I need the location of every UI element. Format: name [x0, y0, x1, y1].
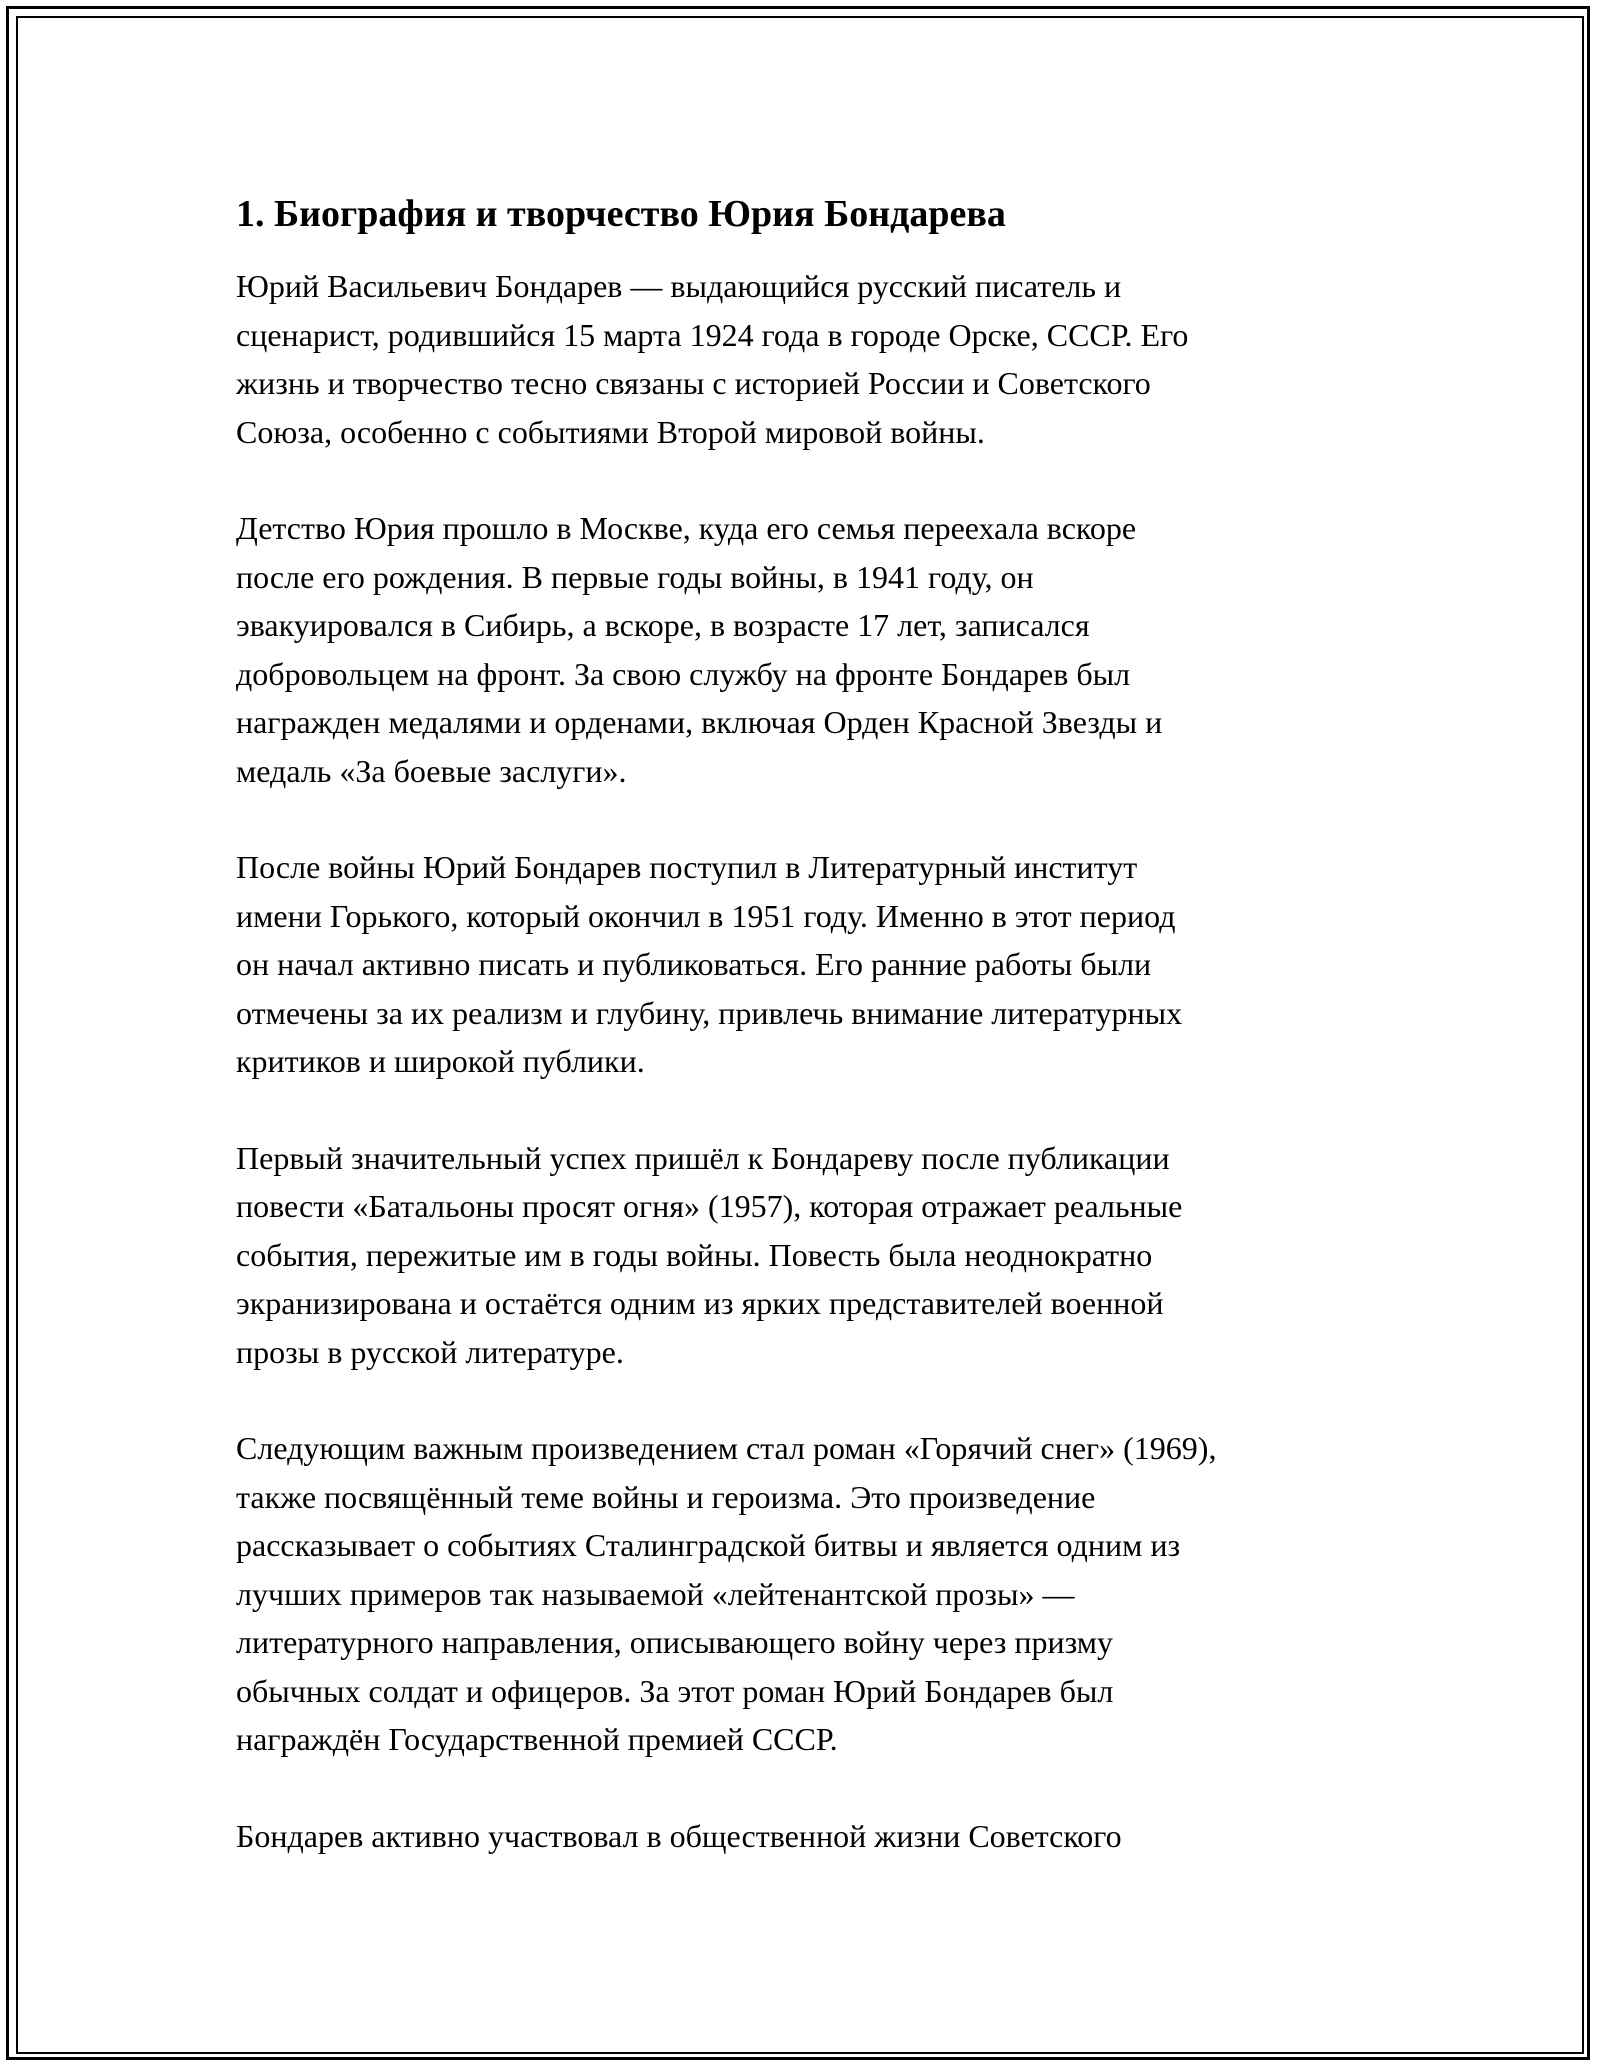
paragraph-1: Юрий Васильевич Бондарев — выдающийся русский писатель и сценарист, родившийся 15 марта 1924 года в городе Орске, СССР. Его жизнь и творчество тесно связаны с историей России и Советского Союза, особенно с событиями Второй мировой войны. — [236, 268, 1189, 450]
section-title: 1. Биография и творчество Юрия Бондарева — [236, 193, 1006, 235]
paragraph-4: Первый значительный успех пришёл к Бондареву после публикации повести «Батальоны просят огня» (1957), которая отражает реальные события, пережитые им в годы войны. Повесть была неоднократно экранизирована и остаётся одним из ярких представителей военной прозы в русской литературе. — [236, 1139, 1183, 1370]
paragraph-6: Бондарев активно участвовал в общественной жизни Советского — [236, 1817, 1122, 1854]
paragraph-2: Детство Юрия прошло в Москве, куда его семья переехала вскоре после его рождения. В первые годы войны, в 1941 году, он эвакуировался в Сибирь, а вскоре, в возрасте 17 лет, записался добровольцем на фронт. За свою службу на фронте Бондарев был награжден медалями и орденами, включая Орден Красной Звезды и медаль «За боевые заслуги». — [236, 510, 1163, 789]
document-body — [236, 188, 1376, 1908]
paragraph-5: Следующим важным произведением стал роман «Горячий снег» (1969), также посвящённый теме войны и героизма. Это произведение рассказывает о событиях Сталинградской битвы и является одним из лучших примеров так называемой «лейтенантской прозы» — литературного направления, описывающего войну через призму обычных солдат и офицеров. За этот роман Юрий Бондарев был награждён Государственной премией СССР. — [236, 1430, 1217, 1757]
paragraph-3: После войны Юрий Бондарев поступил в Литературный институт имени Горького, который окончил в 1951 году. Именно в этот период он начал активно писать и публиковаться. Его ранние работы были отмечены за их реализм и глубину, привлечь внимание литературных критиков и широкой публики. — [236, 849, 1183, 1079]
